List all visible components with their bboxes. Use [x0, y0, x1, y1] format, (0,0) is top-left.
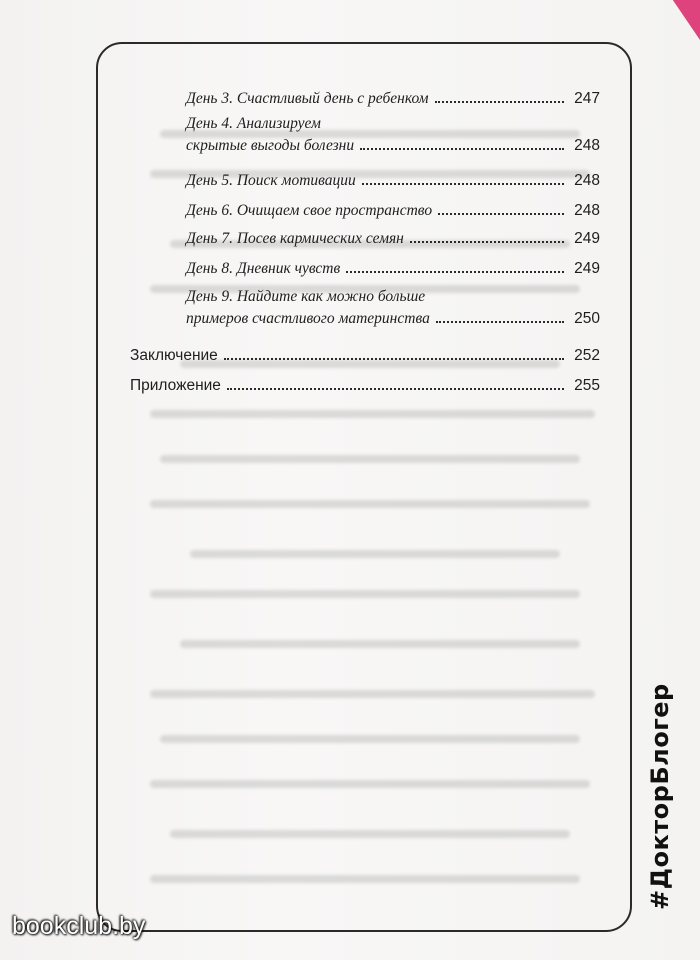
- toc-entry-day-4[interactable]: [186, 115, 600, 155]
- toc-entry-title: День 5. Поиск мотивации: [186, 172, 356, 189]
- toc-entry-title: Приложение: [130, 377, 221, 394]
- toc-entry-title: День 8. Дневник чувств: [186, 260, 341, 277]
- page-number: 249: [574, 230, 600, 247]
- page-number: 255: [574, 377, 600, 394]
- page-number: 249: [574, 260, 600, 277]
- dot-leader: [360, 147, 564, 150]
- site-watermark: bookclub.by: [12, 912, 146, 940]
- page-number: 247: [574, 90, 600, 107]
- toc-entry-day-6[interactable]: [186, 202, 600, 220]
- page-number: 250: [574, 310, 600, 327]
- toc-entry-day-5[interactable]: [186, 172, 600, 190]
- page-number: 248: [574, 137, 600, 154]
- dot-leader: [435, 100, 564, 103]
- page-number: 248: [574, 172, 600, 189]
- toc-entry-title: День 9. Найдите как можно больше: [186, 288, 426, 305]
- toc-entry-title-continued: примеров счастливого материнства: [186, 310, 430, 327]
- toc-entry-title: День 6. Очищаем свое пространство: [186, 202, 433, 219]
- dot-leader: [227, 387, 564, 390]
- dot-leader: [362, 182, 564, 185]
- toc-entry-conclusion[interactable]: [130, 347, 600, 365]
- dot-leader: [346, 270, 564, 273]
- dot-leader: [410, 240, 564, 243]
- toc-entry-appendix[interactable]: [130, 377, 600, 395]
- side-hashtag: #ДокторБлогер: [646, 683, 674, 910]
- toc-entry-title: День 4. Анализируем: [186, 115, 321, 132]
- page-number: 248: [574, 202, 600, 219]
- dot-leader: [436, 320, 564, 323]
- toc-entry-day-7[interactable]: [186, 230, 600, 248]
- dot-leader: [224, 357, 564, 360]
- toc-entry-day-8[interactable]: [186, 260, 600, 278]
- toc-entry-title: День 7. Посев кармических семян: [186, 230, 404, 247]
- toc-entry-day-3[interactable]: [186, 90, 600, 108]
- toc-entry-title: День 3. Счастливый день с ребенком: [186, 90, 429, 107]
- toc-entry-title-continued: скрытые выгоды болезни: [186, 137, 355, 154]
- toc-entry-title: Заключение: [130, 347, 218, 364]
- toc-entry-day-9[interactable]: [186, 288, 600, 328]
- page-number: 252: [574, 347, 600, 364]
- dot-leader: [438, 212, 564, 215]
